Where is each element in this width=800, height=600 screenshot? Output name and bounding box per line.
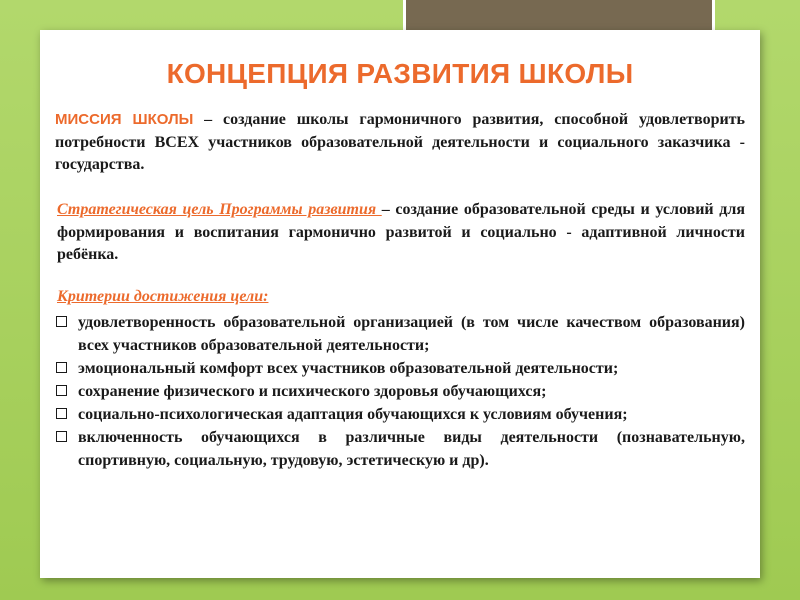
criteria-item-text: включенность обучающихся в различные виды деятельности (познавательную, спортивную, социальную, трудовую, эстетическую и др). xyxy=(78,429,745,469)
square-bullet-icon xyxy=(56,431,67,442)
slide-panel xyxy=(40,30,760,578)
mission-paragraph xyxy=(55,109,745,177)
criteria-item-text: социально-психологическая адаптация обучающихся к условиям обучения; xyxy=(78,406,628,423)
list-item xyxy=(53,426,745,472)
criteria-item-text: эмоциональный комфорт всех участников образовательной деятельности; xyxy=(78,360,619,377)
criteria-title: Критерии достижения цели: xyxy=(57,288,269,305)
list-item xyxy=(53,357,745,380)
goal-paragraph xyxy=(57,199,745,267)
goal-text: – создание образовательной среды и условий для формирования и воспитания гармонично развитой и социально - адаптивной личности ребёнка. xyxy=(57,201,745,263)
list-item xyxy=(53,380,745,403)
criteria-list xyxy=(53,311,745,472)
square-bullet-icon xyxy=(56,408,67,419)
criteria-item-text: сохранение физического и психического здоровья обучающихся; xyxy=(78,383,547,400)
goal-lead: Стратегическая цель Программы развития xyxy=(57,201,382,218)
list-item xyxy=(53,311,745,357)
square-bullet-icon xyxy=(56,362,67,373)
slide-title: КОНЦЕПЦИЯ РАЗВИТИЯ ШКОЛЫ xyxy=(166,58,634,89)
mission-lead: МИССИЯ ШКОЛЫ xyxy=(55,111,194,128)
mission-text: – создание школы гармоничного развития, способной удовлетворить потребности ВСЕХ участников образовательной деятельности и социального заказчика - государства. xyxy=(55,111,746,173)
list-item xyxy=(53,403,745,426)
criteria-item-text: удовлетворенность образовательной организацией (в том числе качеством образования) всех участников образовательной деятельности; xyxy=(78,314,745,354)
square-bullet-icon xyxy=(56,316,67,327)
square-bullet-icon xyxy=(56,385,67,396)
